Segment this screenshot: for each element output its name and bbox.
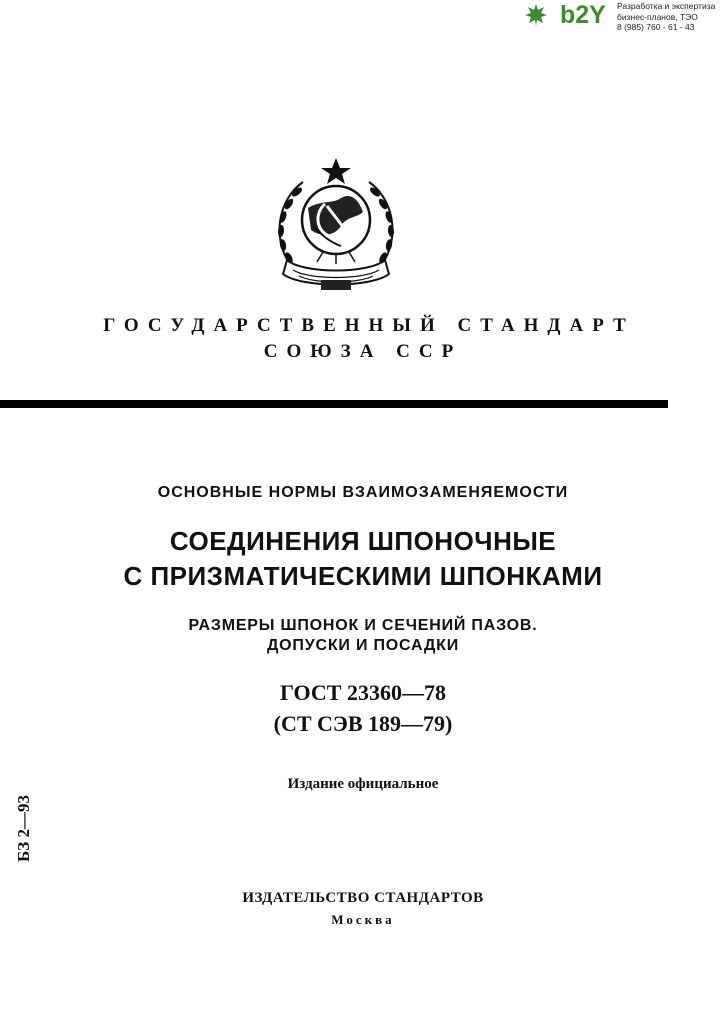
city: Москва xyxy=(331,912,395,927)
watermark-line: бизнес-планов, ТЭО xyxy=(617,11,698,22)
side-code: БЗ 2—93 xyxy=(14,795,33,862)
main-title-line1: СОЕДИНЕНИЯ ШПОНОЧНЫЕ xyxy=(169,526,557,556)
watermark-contact xyxy=(617,1,725,33)
watermark-line: 8 (985) 760 - 61 - 43 xyxy=(617,22,695,32)
watermark-brand: b2Y xyxy=(560,1,606,29)
state-emblem xyxy=(263,156,409,300)
edition-note: Издание официальное xyxy=(287,776,439,792)
subtitle-line2: ДОПУСКИ И ПОСАДКИ xyxy=(266,637,460,654)
standard-header-line1: ГОСУДАРСТВЕННЫЙ СТАНДАРТ xyxy=(103,315,635,336)
main-title-line2: С ПРИЗМАТИЧЕСКИМИ ШПОНКАМИ xyxy=(123,561,603,591)
standard-header-line2: СОЮЗА ССР xyxy=(263,341,463,362)
watermark-line: Разработка и экспертиза xyxy=(617,1,716,11)
gost-number: ГОСТ 23360—78 xyxy=(280,680,446,705)
cmea-number: (СТ СЭВ 189—79) xyxy=(273,711,453,736)
publisher: ИЗДАТЕЛЬСТВО СТАНДАРТОВ xyxy=(242,890,484,906)
leaf-icon xyxy=(524,3,548,27)
subtitle-line1: РАЗМЕРЫ ШПОНОК И СЕЧЕНИЙ ПАЗОВ. xyxy=(188,617,538,634)
horizontal-rule xyxy=(0,400,668,408)
category-title: ОСНОВНЫЕ НОРМЫ ВЗАИМОЗАМЕНЯЕМОСТИ xyxy=(157,484,569,501)
